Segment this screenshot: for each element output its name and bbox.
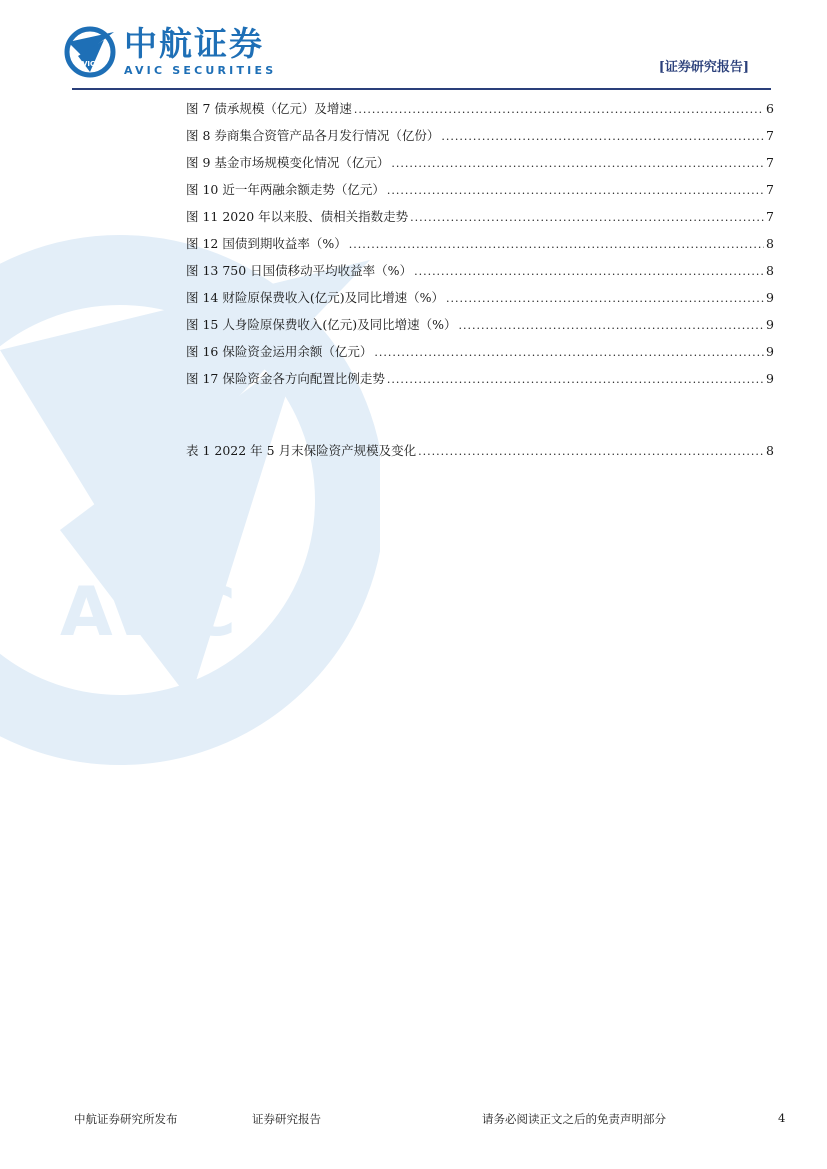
watermark-text: AVIC [60,573,236,652]
toc-page-number: 7 [766,155,774,170]
dot-leader [387,177,764,204]
toc-label: 图 14 财险原保费收入(亿元)及同比增速（%） [186,290,444,305]
company-logo [64,24,294,82]
dot-leader [387,366,764,393]
dot-leader [446,285,764,312]
toc-entry-fig10[interactable] [186,176,774,203]
header-divider [72,88,771,90]
toc-entry-fig8[interactable] [186,122,774,149]
toc-entry-fig11[interactable] [186,203,774,230]
report-type-tag: [证券研究报告] [658,60,749,75]
dot-leader [374,339,764,366]
dot-leader [410,204,764,231]
toc-entry-table1[interactable] [186,437,774,464]
toc-page-number: 9 [766,344,774,359]
toc-entry-fig14[interactable] [186,284,774,311]
figure-index [186,95,774,392]
toc-label: 图 13 750 日国债移动平均收益率（%） [186,263,413,278]
toc-page-number: 8 [766,263,774,278]
dot-leader [391,150,764,177]
dot-leader [354,96,764,123]
toc-page-number: 8 [766,236,774,251]
table-index [186,437,774,464]
toc-entry-fig16[interactable] [186,338,774,365]
toc-label: 图 8 券商集合资管产品各月发行情况（亿份） [186,128,440,143]
toc-page-number: 6 [766,101,774,116]
dot-leader [441,123,764,150]
toc-page-number: 7 [766,128,774,143]
toc-page-number: 9 [766,317,774,332]
toc-page-number: 9 [766,290,774,305]
footer-page-number: 4 [778,1111,786,1125]
logo-badge-text: AVIC [77,60,96,68]
toc-label: 图 16 保险资金运用余额（亿元） [186,344,373,359]
page-footer [0,1111,827,1131]
toc-page-number: 7 [766,209,774,224]
toc-entry-fig13[interactable] [186,257,774,284]
toc-label: 图 17 保险资金各方向配置比例走势 [186,371,385,386]
dot-leader [414,258,764,285]
toc-page-number: 9 [766,371,774,386]
dot-leader [349,231,764,258]
toc-label: 图 9 基金市场规模变化情况（亿元） [186,155,390,170]
toc-page-number: 7 [766,182,774,197]
avic-logo-icon [64,26,116,78]
toc-entry-fig17[interactable] [186,365,774,392]
toc-entry-fig7[interactable] [186,95,774,122]
dot-leader [458,312,764,339]
toc-label: 图 12 国债到期收益率（%） [186,236,347,251]
logo-english-name: AVIC SECURITIES [124,64,277,77]
dot-leader [418,438,764,465]
toc-label: 图 7 债承规模（亿元）及增速 [186,101,352,116]
toc-page-number: 8 [766,443,774,458]
footer-publisher: 中航证券研究所发布 [74,1112,178,1126]
toc-label: 表 1 2022 年 5 月末保险资产规模及变化 [186,443,417,458]
toc-label: 图 11 2020 年以来股、债相关指数走势 [186,209,409,224]
toc-entry-fig12[interactable] [186,230,774,257]
footer-disclaimer: 请务必阅读正文之后的免责声明部分 [482,1112,666,1126]
logo-chinese-name: 中航证券 [124,24,264,63]
toc-entry-fig15[interactable] [186,311,774,338]
footer-doc-type: 证券研究报告 [252,1112,321,1126]
toc-label: 图 10 近一年两融余额走势（亿元） [186,182,385,197]
toc-entry-fig9[interactable] [186,149,774,176]
toc-label: 图 15 人身险原保费收入(亿元)及同比增速（%） [186,317,457,332]
